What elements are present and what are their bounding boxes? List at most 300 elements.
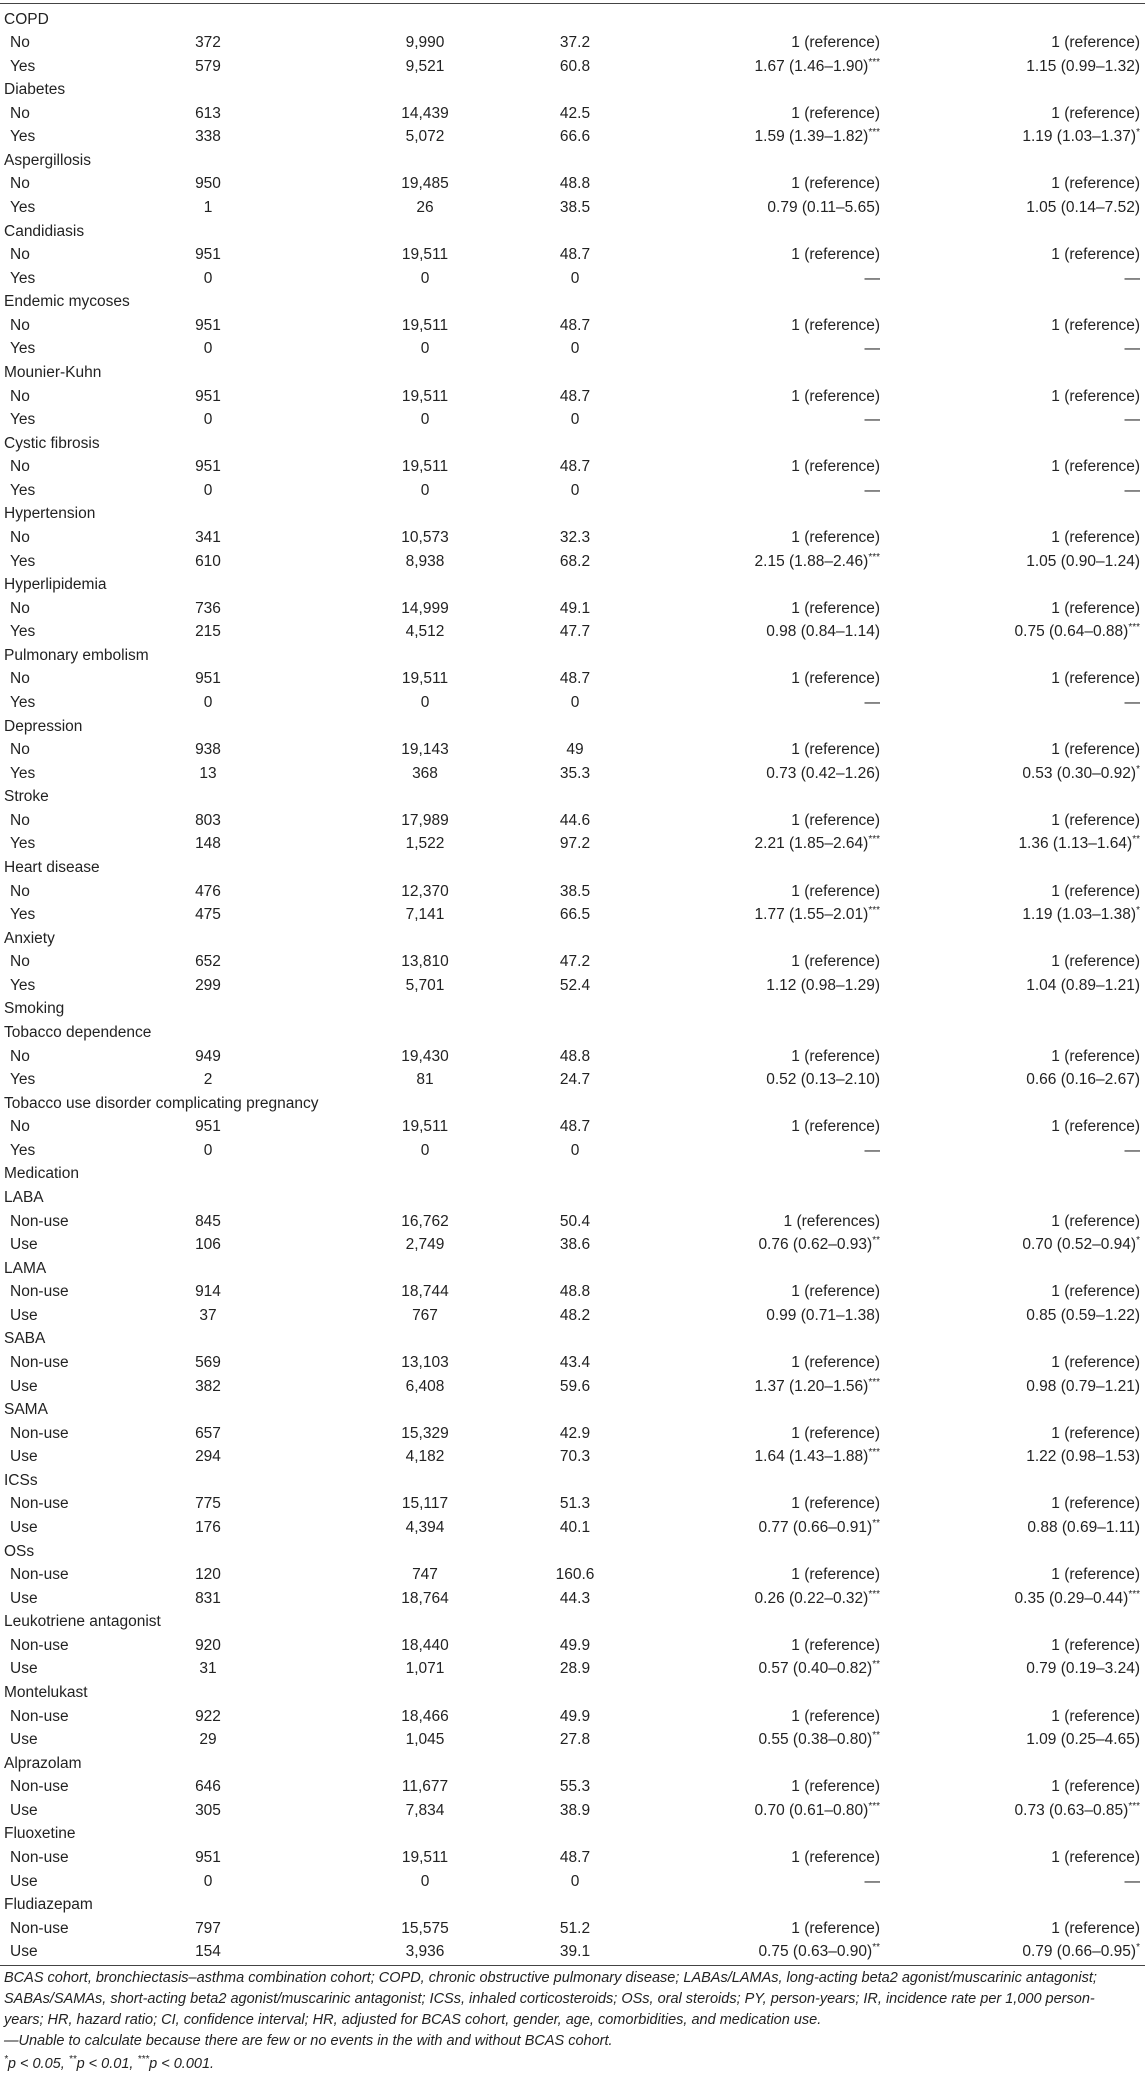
group-label: Fludiazepam bbox=[4, 1896, 93, 1914]
row-label-text: Use bbox=[10, 1589, 38, 1607]
crude-hr-cell: 1 (reference) bbox=[791, 1707, 880, 1725]
crude-hr-cell: 1.77 (1.55–2.01)*** bbox=[754, 905, 880, 924]
person-years-cell: 19,511 bbox=[401, 1848, 449, 1866]
person-years-cell: 19,430 bbox=[401, 1047, 449, 1065]
adjusted-hr-cell: 0.79 (0.66–0.95)* bbox=[1022, 1942, 1140, 1961]
table-row bbox=[0, 667, 1145, 690]
group-header-row bbox=[0, 1822, 1145, 1845]
person-years-cell: 0 bbox=[420, 481, 430, 499]
adjusted-hr-cell: — bbox=[1124, 481, 1140, 499]
events-cell: 657 bbox=[195, 1424, 221, 1442]
events-cell: 646 bbox=[195, 1778, 221, 1796]
group-label: Diabetes bbox=[4, 81, 66, 99]
table-row bbox=[0, 762, 1145, 785]
group-label: Endemic mycoses bbox=[4, 293, 130, 311]
person-years-cell: 368 bbox=[412, 764, 438, 782]
person-years-cell: 5,701 bbox=[405, 976, 445, 994]
row-label-text: Use bbox=[10, 1306, 38, 1324]
events-cell: 951 bbox=[195, 1848, 221, 1866]
group-header-row bbox=[0, 361, 1145, 384]
row-label-text: No bbox=[10, 1118, 30, 1136]
incidence-rate-cell: 48.7 bbox=[559, 1848, 591, 1866]
incidence-rate-cell: 51.3 bbox=[559, 1495, 591, 1513]
events-cell: 0 bbox=[203, 411, 213, 429]
row-label bbox=[4, 880, 30, 903]
group-header-row bbox=[0, 785, 1145, 808]
table-row bbox=[0, 620, 1145, 643]
table-row bbox=[0, 597, 1145, 620]
incidence-rate-cell: 0 bbox=[570, 269, 580, 287]
row-label-text: Yes bbox=[10, 623, 36, 641]
events-cell: 775 bbox=[195, 1495, 221, 1513]
incidence-rate-cell: 24.7 bbox=[559, 1071, 591, 1089]
row-label bbox=[4, 125, 35, 148]
person-years-cell: 7,834 bbox=[405, 1801, 445, 1819]
person-years-cell: 4,512 bbox=[405, 623, 445, 641]
table-row bbox=[0, 1799, 1145, 1822]
row-label-text: Yes bbox=[10, 199, 36, 217]
row-label-text: No bbox=[10, 387, 30, 405]
events-cell: 372 bbox=[195, 34, 221, 52]
group-header-row bbox=[0, 1540, 1145, 1563]
crude-hr-cell: 1 (reference) bbox=[791, 1566, 880, 1584]
person-years-cell: 15,117 bbox=[401, 1495, 449, 1513]
table-row bbox=[0, 809, 1145, 832]
row-label bbox=[4, 1657, 38, 1680]
incidence-rate-cell: 160.6 bbox=[555, 1566, 595, 1584]
person-years-cell: 9,521 bbox=[405, 57, 445, 75]
row-label bbox=[4, 1634, 69, 1657]
row-label-text: Use bbox=[10, 1448, 38, 1466]
group-label: Cystic fibrosis bbox=[4, 434, 100, 452]
table-row bbox=[0, 550, 1145, 573]
crude-hr-cell: 1 (reference) bbox=[791, 1353, 880, 1371]
adjusted-hr-cell: 1 (reference) bbox=[1051, 811, 1140, 829]
table-row bbox=[0, 1917, 1145, 1940]
events-cell: 299 bbox=[195, 976, 221, 994]
incidence-rate-cell: 49 bbox=[566, 741, 584, 759]
incidence-rate-cell: 32.3 bbox=[559, 529, 591, 547]
group-label: Fluoxetine bbox=[4, 1825, 76, 1843]
table-row bbox=[0, 1068, 1145, 1091]
incidence-rate-cell: 66.6 bbox=[559, 128, 591, 146]
person-years-cell: 3,936 bbox=[405, 1943, 445, 1961]
events-cell: 148 bbox=[195, 835, 221, 853]
row-label bbox=[4, 950, 30, 973]
adjusted-hr-cell: 1 (reference) bbox=[1051, 1566, 1140, 1584]
group-label: Depression bbox=[4, 717, 83, 735]
row-label bbox=[4, 267, 35, 290]
group-header-row bbox=[0, 1186, 1145, 1209]
crude-hr-cell: 0.76 (0.62–0.93)** bbox=[758, 1234, 880, 1254]
events-cell: 338 bbox=[195, 128, 221, 146]
group-label: SAMA bbox=[4, 1401, 48, 1419]
person-years-cell: 15,329 bbox=[401, 1424, 449, 1442]
events-cell: 803 bbox=[195, 811, 221, 829]
person-years-cell: 1,522 bbox=[405, 835, 445, 853]
events-cell: 951 bbox=[195, 458, 221, 476]
table-row bbox=[0, 1139, 1145, 1162]
adjusted-hr-cell: 1 (reference) bbox=[1051, 1212, 1140, 1230]
table-row bbox=[0, 880, 1145, 903]
crude-hr-cell: 1 (reference) bbox=[791, 670, 880, 688]
events-cell: 0 bbox=[203, 694, 213, 712]
events-cell: 0 bbox=[203, 340, 213, 358]
table-bottom-rule bbox=[0, 1965, 1145, 1966]
group-header-row bbox=[0, 290, 1145, 313]
row-label-text: Use bbox=[10, 1660, 38, 1678]
group-label: LABA bbox=[4, 1189, 44, 1206]
row-label-text: Non-use bbox=[10, 1353, 69, 1371]
adjusted-hr-cell: 1.04 (0.89–1.21) bbox=[1026, 976, 1140, 994]
crude-hr-cell: 0.99 (0.71–1.38) bbox=[766, 1306, 880, 1324]
table-row bbox=[0, 1422, 1145, 1445]
row-label bbox=[4, 1139, 35, 1162]
adjusted-hr-cell: 1.19 (1.03–1.37)* bbox=[1022, 127, 1140, 146]
row-label bbox=[4, 1705, 69, 1728]
row-label bbox=[4, 1045, 30, 1068]
group-header-row bbox=[0, 573, 1145, 596]
adjusted-hr-cell: 0.66 (0.16–2.67) bbox=[1026, 1071, 1140, 1089]
incidence-rate-cell: 38.9 bbox=[559, 1801, 591, 1819]
table-row bbox=[0, 102, 1145, 125]
crude-hr-cell: — bbox=[864, 1872, 880, 1890]
events-cell: 215 bbox=[195, 623, 221, 641]
person-years-cell: 19,511 bbox=[401, 670, 449, 688]
person-years-cell: 4,182 bbox=[405, 1448, 445, 1466]
row-label-text: Non-use bbox=[10, 1919, 69, 1937]
incidence-rate-cell: 38.5 bbox=[559, 199, 591, 217]
adjusted-hr-cell: 1 (reference) bbox=[1051, 882, 1140, 900]
crude-hr-cell: 1 (reference) bbox=[791, 1424, 880, 1442]
row-label-text: Use bbox=[10, 1943, 38, 1961]
group-label: OSs bbox=[4, 1542, 35, 1560]
row-label bbox=[4, 1775, 69, 1798]
crude-hr-cell: 1.12 (0.98–1.29) bbox=[766, 976, 880, 994]
group-label: Stroke bbox=[4, 788, 49, 806]
events-cell: 31 bbox=[199, 1660, 217, 1678]
crude-hr-cell: 1 (reference) bbox=[791, 882, 880, 900]
row-label-text: Non-use bbox=[10, 1283, 69, 1301]
adjusted-hr-cell: — bbox=[1124, 340, 1140, 358]
incidence-rate-cell: 52.4 bbox=[559, 976, 591, 994]
crude-hr-cell: 1 (reference) bbox=[791, 34, 880, 52]
table-row bbox=[0, 1563, 1145, 1586]
person-years-cell: 19,485 bbox=[401, 175, 449, 193]
incidence-rate-cell: 0 bbox=[570, 694, 580, 712]
person-years-cell: 19,511 bbox=[401, 316, 449, 334]
row-label bbox=[4, 832, 35, 855]
row-label-text: No bbox=[10, 34, 30, 52]
row-label-text: Use bbox=[10, 1377, 38, 1395]
person-years-cell: 9,990 bbox=[405, 34, 445, 52]
row-label bbox=[4, 1115, 30, 1138]
row-label bbox=[4, 1280, 69, 1303]
row-label-text: No bbox=[10, 175, 30, 193]
person-years-cell: 8,938 bbox=[405, 552, 445, 570]
group-header-row bbox=[0, 1893, 1145, 1916]
incidence-rate-cell: 47.7 bbox=[559, 623, 591, 641]
row-label bbox=[4, 1870, 38, 1893]
person-years-cell: 10,573 bbox=[401, 529, 449, 547]
adjusted-hr-cell: 0.70 (0.52–0.94)* bbox=[1022, 1234, 1140, 1254]
row-label-text: Yes bbox=[10, 269, 36, 287]
row-label bbox=[4, 1846, 69, 1869]
table-row bbox=[0, 526, 1145, 549]
events-cell: 120 bbox=[195, 1566, 221, 1584]
table-row bbox=[0, 1045, 1145, 1068]
row-label-text: No bbox=[10, 670, 30, 688]
row-label-text: Use bbox=[10, 1801, 38, 1819]
events-cell: 0 bbox=[203, 269, 213, 287]
adjusted-hr-cell: 0.85 (0.59–1.22) bbox=[1026, 1306, 1140, 1324]
incidence-rate-cell: 48.7 bbox=[559, 387, 591, 405]
incidence-rate-cell: 28.9 bbox=[559, 1660, 591, 1678]
row-label bbox=[4, 479, 35, 502]
row-label bbox=[4, 1304, 38, 1327]
adjusted-hr-cell: 1.22 (0.98–1.53) bbox=[1026, 1448, 1140, 1466]
events-cell: 37 bbox=[199, 1306, 217, 1324]
incidence-rate-cell: 38.6 bbox=[559, 1236, 591, 1254]
person-years-cell: 16,762 bbox=[401, 1212, 449, 1230]
crude-hr-cell: 0.73 (0.42–1.26) bbox=[766, 764, 880, 782]
table-row bbox=[0, 1846, 1145, 1869]
adjusted-hr-cell: 1 (reference) bbox=[1051, 1495, 1140, 1513]
adjusted-hr-cell: 0.53 (0.30–0.92)* bbox=[1022, 763, 1140, 782]
group-header-row bbox=[0, 149, 1145, 172]
footnote-significance: *p < 0.05, **p < 0.01, ***p < 0.001. bbox=[4, 2053, 215, 2072]
adjusted-hr-cell: 1 (reference) bbox=[1051, 1636, 1140, 1654]
events-cell: 613 bbox=[195, 104, 221, 122]
group-label: Tobacco dependence bbox=[4, 1024, 152, 1041]
adjusted-hr-cell: 1 (reference) bbox=[1051, 246, 1140, 264]
adjusted-hr-cell: 1 (reference) bbox=[1051, 1353, 1140, 1371]
table-row bbox=[0, 1115, 1145, 1138]
events-cell: 2 bbox=[203, 1071, 213, 1089]
table-row bbox=[0, 314, 1145, 337]
incidence-rate-cell: 0 bbox=[570, 481, 580, 499]
crude-hr-cell: 1 (reference) bbox=[791, 1848, 880, 1866]
adjusted-hr-cell: 1.19 (1.03–1.38)* bbox=[1022, 905, 1140, 924]
adjusted-hr-cell: 1 (reference) bbox=[1051, 175, 1140, 193]
table-row bbox=[0, 243, 1145, 266]
row-label bbox=[4, 31, 30, 54]
adjusted-hr-cell: — bbox=[1124, 1872, 1140, 1890]
adjusted-hr-cell: 1 (reference) bbox=[1051, 316, 1140, 334]
person-years-cell: 18,440 bbox=[401, 1636, 449, 1654]
crude-hr-cell: 1.64 (1.43–1.88)*** bbox=[754, 1447, 880, 1466]
group-header-row bbox=[0, 1469, 1145, 1492]
group-header-row bbox=[0, 856, 1145, 879]
person-years-cell: 17,989 bbox=[401, 811, 449, 829]
row-label-text: Non-use bbox=[10, 1848, 69, 1866]
row-label-text: Yes bbox=[10, 57, 36, 75]
person-years-cell: 1,071 bbox=[405, 1660, 445, 1678]
row-label-text: No bbox=[10, 953, 30, 971]
row-label bbox=[4, 667, 30, 690]
table-row bbox=[0, 1940, 1145, 1963]
table-row bbox=[0, 1516, 1145, 1539]
incidence-rate-cell: 49.1 bbox=[559, 599, 591, 617]
group-header-row bbox=[0, 1257, 1145, 1280]
crude-hr-cell: 0.98 (0.84–1.14) bbox=[766, 623, 880, 641]
table-row bbox=[0, 1210, 1145, 1233]
footnote-abbreviations: BCAS cohort, bronchiectasis–asthma combination cohort; COPD, chronic obstructive pulmonary disease; LABAs/LAMAs, long-acting beta2 agonist/muscarinic antagonist; SABAs/SAMAs, short-acting beta2 agonist/muscarinic antagonist; ICSs, inhaled corticosteroids; OSs, oral steroids; PY, person-years; IR, incidence rate per 1,000 person-years; HR, hazard ratio; CI, confidence interval; HR, adjusted for BCAS cohort, gender, age, comorbidities, and medication use. bbox=[4, 1969, 1097, 2028]
events-cell: 476 bbox=[195, 882, 221, 900]
events-cell: 736 bbox=[195, 599, 221, 617]
person-years-cell: 7,141 bbox=[405, 906, 445, 924]
group-header-row bbox=[0, 927, 1145, 950]
crude-hr-cell: 1 (reference) bbox=[791, 1636, 880, 1654]
events-cell: 922 bbox=[195, 1707, 221, 1725]
crude-hr-cell: 1 (reference) bbox=[791, 1919, 880, 1937]
person-years-cell: 15,575 bbox=[401, 1919, 449, 1937]
table-row bbox=[0, 337, 1145, 360]
incidence-rate-cell: 48.8 bbox=[559, 1047, 591, 1065]
incidence-rate-cell: 48.7 bbox=[559, 246, 591, 264]
group-label: Aspergillosis bbox=[4, 151, 92, 169]
table-row bbox=[0, 1634, 1145, 1657]
table-row bbox=[0, 1304, 1145, 1327]
adjusted-hr-cell: 0.75 (0.64–0.88)*** bbox=[1014, 622, 1140, 641]
events-cell: 569 bbox=[195, 1353, 221, 1371]
person-years-cell: 0 bbox=[420, 269, 430, 287]
adjusted-hr-cell: 1 (reference) bbox=[1051, 104, 1140, 122]
events-cell: 13 bbox=[199, 764, 217, 782]
table-row bbox=[0, 1351, 1145, 1374]
row-label-text: Use bbox=[10, 1518, 38, 1536]
table-row bbox=[0, 479, 1145, 502]
row-label bbox=[4, 337, 35, 360]
person-years-cell: 2,749 bbox=[405, 1236, 445, 1254]
group-label: Candidiasis bbox=[4, 222, 85, 240]
row-label-text: Yes bbox=[10, 694, 36, 712]
incidence-rate-cell: 48.2 bbox=[559, 1306, 591, 1324]
person-years-cell: 0 bbox=[420, 694, 430, 712]
crude-hr-cell: 1 (reference) bbox=[791, 1495, 880, 1513]
row-label bbox=[4, 1375, 38, 1398]
incidence-rate-cell: 44.6 bbox=[559, 811, 591, 829]
table-row bbox=[0, 267, 1145, 290]
person-years-cell: 14,999 bbox=[401, 599, 449, 617]
table-row bbox=[0, 31, 1145, 54]
group-header-row bbox=[0, 502, 1145, 525]
events-cell: 951 bbox=[195, 387, 221, 405]
person-years-cell: 18,466 bbox=[401, 1707, 449, 1725]
row-label-text: No bbox=[10, 246, 30, 264]
row-label bbox=[4, 1068, 35, 1091]
adjusted-hr-cell: 1 (reference) bbox=[1051, 1047, 1140, 1065]
crude-hr-cell: 0.52 (0.13–2.10) bbox=[766, 1071, 880, 1089]
incidence-rate-cell: 37.2 bbox=[559, 34, 591, 52]
adjusted-hr-cell: 1 (reference) bbox=[1051, 34, 1140, 52]
table-row bbox=[0, 1705, 1145, 1728]
row-label-text: No bbox=[10, 1047, 30, 1065]
person-years-cell: 19,143 bbox=[401, 741, 449, 759]
person-years-cell: 13,810 bbox=[401, 953, 449, 971]
crude-hr-cell: 1.67 (1.46–1.90)*** bbox=[754, 56, 880, 75]
adjusted-hr-cell: 1 (reference) bbox=[1051, 1778, 1140, 1796]
incidence-rate-cell: 27.8 bbox=[559, 1731, 591, 1749]
events-cell: 950 bbox=[195, 175, 221, 193]
row-label bbox=[4, 597, 30, 620]
group-header-row bbox=[0, 1398, 1145, 1421]
group-header-row bbox=[0, 997, 1145, 1020]
incidence-rate-cell: 48.7 bbox=[559, 1118, 591, 1136]
person-years-cell: 26 bbox=[416, 199, 434, 217]
crude-hr-cell: 0.79 (0.11–5.65) bbox=[767, 199, 880, 217]
crude-hr-cell: 1 (reference) bbox=[791, 316, 880, 334]
incidence-rate-cell: 48.7 bbox=[559, 316, 591, 334]
table-row bbox=[0, 1657, 1145, 1680]
group-header-row bbox=[0, 8, 1145, 31]
crude-hr-cell: 1.37 (1.20–1.56)*** bbox=[754, 1376, 880, 1395]
incidence-rate-cell: 48.8 bbox=[559, 175, 591, 193]
events-cell: 831 bbox=[195, 1589, 221, 1607]
incidence-rate-cell: 55.3 bbox=[559, 1778, 591, 1796]
group-header-row bbox=[0, 1162, 1145, 1185]
events-cell: 106 bbox=[195, 1236, 221, 1254]
person-years-cell: 18,744 bbox=[401, 1283, 449, 1301]
table-row bbox=[0, 455, 1145, 478]
row-label-text: Non-use bbox=[10, 1636, 69, 1654]
table-row bbox=[0, 125, 1145, 148]
incidence-rate-cell: 0 bbox=[570, 411, 580, 429]
person-years-cell: 5,072 bbox=[405, 128, 445, 146]
adjusted-hr-cell: 1 (reference) bbox=[1051, 599, 1140, 617]
table-row bbox=[0, 408, 1145, 431]
adjusted-hr-cell: 1.09 (0.25–4.65) bbox=[1026, 1731, 1140, 1749]
adjusted-hr-cell: 0.35 (0.29–0.44)*** bbox=[1014, 1588, 1140, 1607]
row-label-text: No bbox=[10, 316, 30, 334]
person-years-cell: 13,103 bbox=[401, 1353, 449, 1371]
row-label-text: Yes bbox=[10, 128, 36, 146]
crude-hr-cell: 0.75 (0.63–0.90)** bbox=[758, 1942, 880, 1961]
person-years-cell: 6,408 bbox=[405, 1377, 445, 1395]
crude-hr-cell: 1 (reference) bbox=[791, 246, 880, 264]
row-label-text: Non-use bbox=[10, 1566, 69, 1584]
adjusted-hr-cell: 1 (reference) bbox=[1051, 1707, 1140, 1725]
table-row bbox=[0, 1728, 1145, 1751]
group-header-row bbox=[0, 1752, 1145, 1775]
adjusted-hr-cell: 1 (reference) bbox=[1051, 387, 1140, 405]
incidence-rate-cell: 70.3 bbox=[559, 1448, 591, 1466]
crude-hr-cell: 1 (reference) bbox=[791, 529, 880, 547]
table-row bbox=[0, 832, 1145, 855]
incidence-rate-cell: 97.2 bbox=[559, 835, 591, 853]
table-row bbox=[0, 903, 1145, 926]
row-label-text: No bbox=[10, 882, 30, 900]
events-cell: 0 bbox=[203, 1141, 213, 1159]
incidence-rate-cell: 49.9 bbox=[559, 1707, 591, 1725]
crude-hr-cell: — bbox=[864, 269, 880, 287]
group-label: Hyperlipidemia bbox=[4, 576, 107, 594]
group-header-row bbox=[0, 1327, 1145, 1350]
events-cell: 949 bbox=[195, 1047, 221, 1065]
group-header-row bbox=[0, 715, 1145, 738]
incidence-rate-cell: 40.1 bbox=[559, 1518, 591, 1536]
events-cell: 652 bbox=[195, 953, 221, 971]
crude-hr-cell: 1 (reference) bbox=[791, 175, 880, 193]
group-label: Smoking bbox=[4, 1000, 65, 1018]
incidence-rate-cell: 51.2 bbox=[559, 1919, 591, 1937]
row-label bbox=[4, 809, 30, 832]
group-label: Anxiety bbox=[4, 929, 55, 947]
group-header-row bbox=[0, 432, 1145, 455]
incidence-rate-cell: 35.3 bbox=[559, 764, 591, 782]
incidence-rate-cell: 68.2 bbox=[559, 552, 591, 570]
table-row bbox=[0, 1233, 1145, 1256]
